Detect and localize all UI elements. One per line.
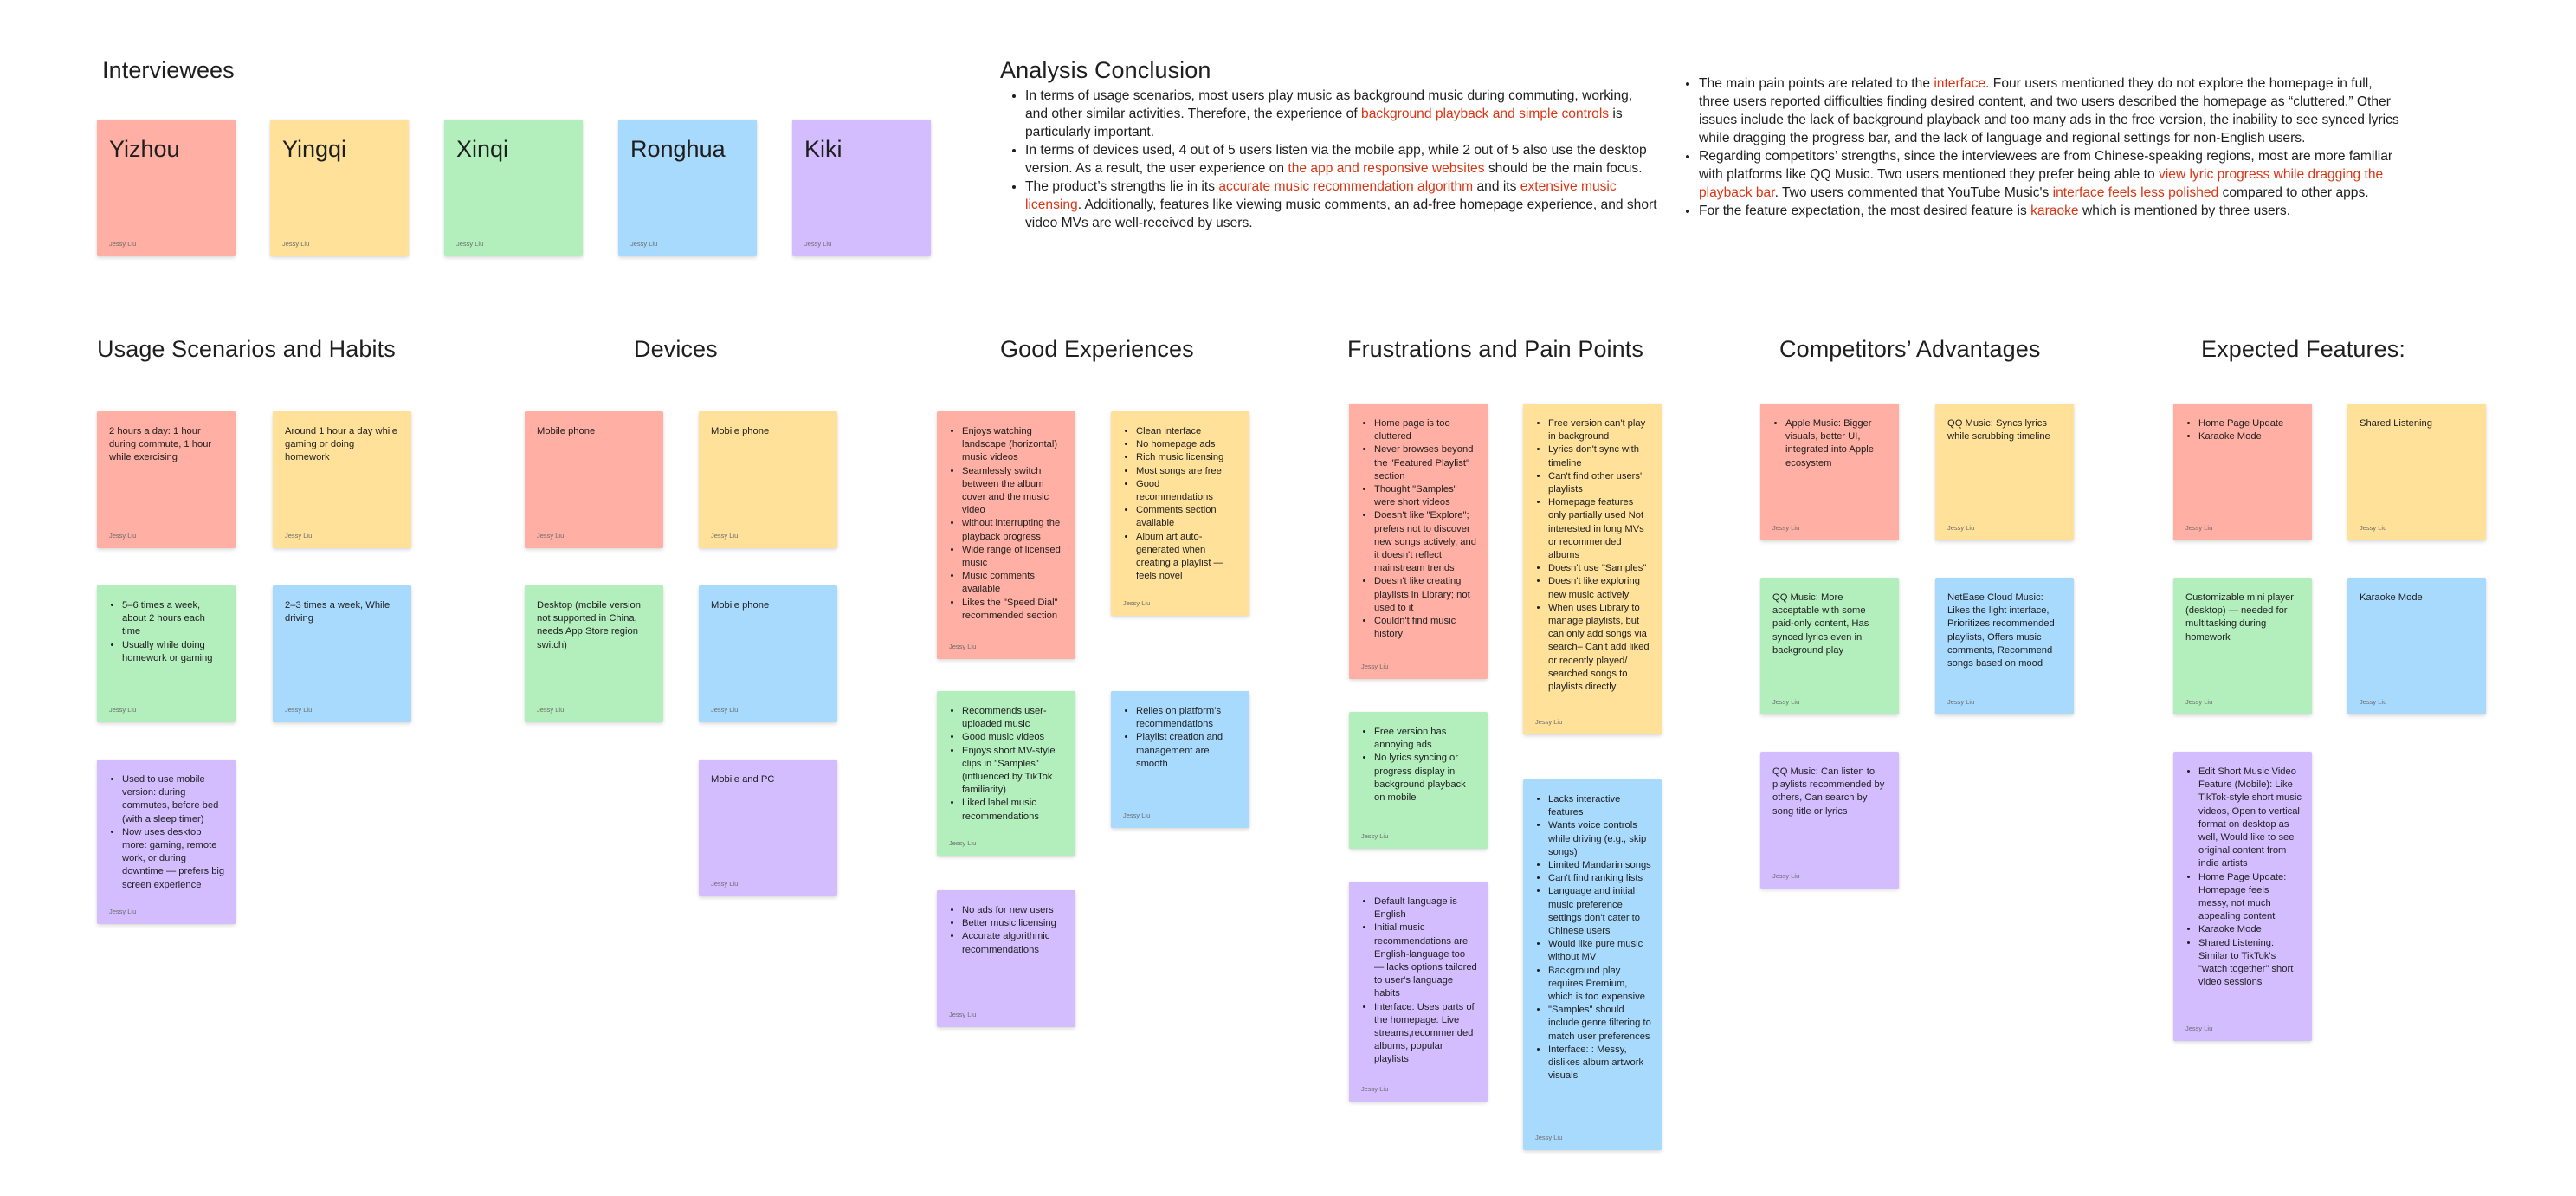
note-bullet: • Default language is English [1374,895,1477,921]
sticky-note[interactable] [273,585,411,722]
note-bullet: • without interrupting the playback progress [962,517,1065,543]
note-bullets [109,773,225,892]
analysis-text: . Additionally, features like viewing music comments, an ad-free homepage experience, and short video MVs are well-received by users. [1025,197,1657,230]
sticky-note[interactable] [1523,404,1662,734]
note-bullet: • Now uses desktop more: gaming, remote work, or during downtime — prefers big screen experience [122,826,225,892]
note-author: Jessy Liu [1361,832,1389,840]
note-author: Jessy Liu [1123,599,1151,607]
note-bullet: • Would like pure music without MV [1548,938,1651,964]
note-bullets [1361,895,1477,1067]
note-bullet: • Playlist creation and management are smooth [1136,731,1239,771]
note-bullet: • Apple Music: Bigger visuals, better UI, integrated into Apple ecosystem [1785,417,1888,470]
note-text: 2–3 times a week, While driving [285,600,391,624]
sticky-note[interactable] [2173,578,2312,714]
note-bullet: • Likes the "Speed Dial" recommended section [962,597,1065,623]
note-text: 2 hours a day: 1 hour during commute, 1 hour while exercising [109,426,212,463]
analysis-list [1678,74,2405,220]
sticky-note[interactable] [1523,779,1662,1150]
note-bullet: • Used to use mobile version: during commutes, before bed (with a sleep timer) [122,773,225,826]
sticky-note[interactable] [1349,404,1488,679]
note-author: Jessy Liu [1947,524,1975,532]
sticky-note[interactable] [2347,578,2486,714]
analysis-bullet [1699,202,2405,220]
sticky-note[interactable] [1349,712,1488,849]
sticky-note-interviewee[interactable] [270,120,409,256]
note-bullet: • Can't find other users' playlists [1548,470,1651,496]
note-author: Jessy Liu [109,240,137,248]
note-bullet: • Album art auto-generated when creating a playlist — feels novel [1136,531,1239,584]
note-bullets [949,904,1065,957]
note-text: Desktop (mobile version not supported in China, needs App Store region switch) [537,600,642,650]
note-author: Jessy Liu [711,532,739,540]
note-author: Jessy Liu [2360,698,2387,706]
note-bullet: • Limited Mandarin songs [1548,859,1651,872]
note-author: Jessy Liu [537,532,565,540]
sticky-note[interactable] [97,411,236,548]
highlight-text: background playback and simple controls [1361,107,1610,121]
note-bullet: • Better music licensing [962,917,1065,930]
highlight-text: accurate music recommendation algorithm [1218,179,1474,194]
note-bullets [1361,726,1477,805]
note-bullet: • Home Page Update [2198,417,2302,430]
analysis-bullet [1025,178,1658,232]
sticky-note[interactable] [273,411,411,548]
note-author: Jessy Liu [1772,524,1800,532]
sticky-note[interactable] [937,691,1075,856]
sticky-note[interactable] [2173,752,2312,1041]
sticky-note[interactable] [97,585,236,722]
note-bullet: • No ads for new users [962,904,1065,917]
section-title-devices: Devices [634,336,718,362]
note-bullets [1535,793,1651,1083]
note-author: Jessy Liu [804,240,832,248]
analysis-list [1004,87,1658,232]
note-text: NetEase Cloud Music: Likes the light interface, Prioritizes recommended playlists, Offers music comments, Recommend songs based on mood [1947,592,2055,669]
note-bullet: • Never browses beyond the "Featured Playlist" section [1374,443,1477,483]
note-bullet: • Recommends user-uploaded music [962,705,1065,731]
note-bullet: • Wants voice controls while driving (e.g., skip songs) [1548,819,1651,859]
note-bullet: • Thought "Samples" were short videos [1374,483,1477,509]
interviewee-name: Kiki [804,136,843,162]
note-bullet: • 5–6 times a week, about 2 hours each time [122,599,225,639]
note-author: Jessy Liu [109,532,137,540]
note-author: Jessy Liu [1535,718,1563,726]
note-bullet: • Accurate algorithmic recommendations [962,930,1065,956]
note-author: Jessy Liu [1772,872,1800,880]
note-author: Jessy Liu [1123,811,1151,819]
analysis-bullet [1699,147,2405,202]
note-text: QQ Music: Can listen to playlists recommended by others, Can search by song title or lyrics [1772,766,1885,817]
note-author: Jessy Liu [711,706,739,714]
sticky-note[interactable] [1935,404,2074,540]
analysis-text: For the feature expectation, the most desired feature is [1699,204,2031,218]
note-bullet: • Lyrics don't sync with timeline [1548,443,1651,469]
interviewee-name: Yingqi [282,136,347,162]
note-bullet: • Shared Listening: Similar to TikTok's "watch together" short video sessions [2198,937,2302,990]
note-bullet: • Music comments available [962,570,1065,596]
note-author: Jessy Liu [630,240,658,248]
note-author: Jessy Liu [2185,1025,2213,1032]
sticky-note[interactable] [699,760,837,896]
sticky-note[interactable] [1760,752,1899,889]
analysis-right [1678,74,2405,220]
note-bullet: • No lyrics syncing or progress display in background playback on mobile [1374,752,1477,805]
sticky-note[interactable] [525,585,663,722]
analysis-text: . Two users commented that YouTube Music's [1774,185,2053,200]
note-bullet: • Doesn't like "Explore"; prefers not to discover new songs actively, and it doesn't reflect mainstream trends [1374,509,1477,575]
note-bullet: • When uses Library to manage playlists, but can only add songs via search– Can't add liked or recently played/ searched songs to playlists directly [1548,602,1651,694]
note-bullets [949,425,1065,623]
note-bullets [2185,766,2302,989]
analysis-text: The main pain points are related to the [1699,76,1934,91]
note-bullet: • Seamlessly switch between the album cover and the music video [962,465,1065,518]
note-bullets [2185,417,2302,443]
note-bullet: • Doesn't like creating playlists in Library; not used to it [1374,575,1477,615]
sticky-note-interviewee[interactable] [618,120,757,256]
highlight-text: extensive music licensing [1025,179,1617,212]
analysis-bullet [1699,74,2405,147]
highlight-text: interface feels less polished [2052,185,2219,200]
note-author: Jessy Liu [1535,1134,1563,1141]
interviewee-name: Yizhou [109,136,180,162]
note-text: Shared Listening [2360,418,2432,429]
sticky-note[interactable] [937,411,1075,659]
section-title-expected: Expected Features: [2201,336,2405,362]
note-author: Jessy Liu [2185,524,2213,532]
sticky-note[interactable] [525,411,663,548]
section-title-frustrations: Frustrations and Pain Points [1347,336,1643,362]
sticky-note[interactable] [1111,411,1249,616]
sticky-note[interactable] [97,760,236,924]
note-text: Customizable mini player (desktop) — needed for multitasking during homework [2185,592,2294,643]
note-text: QQ Music: Syncs lyrics while scrubbing timeline [1947,418,2050,443]
note-bullet: • Liked label music recommendations [962,797,1065,823]
interviewee-name: Xinqi [456,136,509,162]
note-bullet: • Edit Short Music Video Feature (Mobile): Like TikTok-style short music videos, Open to vertical format on desktop as well, Would like to see original content from indie artists [2198,766,2302,871]
section-title-usage: Usage Scenarios and Habits [97,336,396,362]
note-bullet: • Interface: : Messy, dislikes album artwork visuals [1548,1044,1651,1083]
analysis-text: which is mentioned by three users. [2078,204,2291,218]
sticky-note[interactable] [1111,691,1249,828]
analysis-text: The product’s strengths lie in its [1025,179,1219,194]
analysis-text: is particularly important. [1025,107,1623,139]
note-author: Jessy Liu [282,240,310,248]
note-text: QQ Music: More acceptable with some paid-only content, Has synced lyrics even in background play [1772,592,1869,656]
sticky-note-interviewee[interactable] [792,120,931,256]
sticky-note[interactable] [1935,578,2074,714]
note-bullet: • "Samples" should include genre filtering to match user preferences [1548,1004,1651,1044]
analysis-text: In terms of devices used, 4 out of 5 users listen via the mobile app, while 2 out of 5 also use the desktop version. As a result, the user experience on [1025,143,1647,176]
sticky-note[interactable] [2347,404,2486,540]
note-bullets [1123,425,1239,583]
note-bullet: • Enjoys watching landscape (horizontal) music videos [962,425,1065,465]
note-bullet: • Free version has annoying ads [1374,726,1477,752]
note-bullets [1361,417,1477,641]
note-bullet: • Relies on platform’s recommendations [1136,705,1239,731]
analysis-text: Regarding competitors’ strengths, since the interviewees are from Chinese-speaking regions, most are more familiar with platforms like QQ Music. Two users mentioned they prefer being able to [1699,149,2393,182]
analysis-bullet [1025,87,1658,141]
note-bullet: • Enjoys short MV-style clips in "Samples" (influenced by TikTok familiarity) [962,745,1065,798]
note-bullet: • Interface: Uses parts of the homepage: Live streams,recommended albums, popular playlists [1374,1001,1477,1067]
note-text: Karaoke Mode [2360,592,2423,603]
note-author: Jessy Liu [285,532,313,540]
note-bullet: • Doesn't use "Samples" [1548,562,1651,575]
note-author: Jessy Liu [456,240,484,248]
section-title-competitors: Competitors’ Advantages [1779,336,2041,362]
note-bullet: • Karaoke Mode [2198,430,2302,443]
note-bullets [109,599,225,665]
note-author: Jessy Liu [949,643,977,650]
note-bullet: • Usually while doing homework or gaming [122,639,225,665]
note-author: Jessy Liu [109,706,137,714]
note-author: Jessy Liu [109,908,137,915]
analysis-text: In terms of usage scenarios, most users play music as background music during commuting, working, and other similar activities. Therefore, the experience of [1025,88,1633,121]
note-bullets [1772,417,1888,470]
sticky-note[interactable] [1760,404,1899,540]
analysis-text: compared to other apps. [2218,185,2369,200]
analysis-text: . Four users mentioned they do not explore the homepage in full, three users reported difficulties finding desired content, and two users described the homepage as “cluttered.” Other issues include the lack of background playback and too many ads in the free version, the inability to see synced lyrics while dragging the progress bar, and the lack of language and regional settings for non-English users. [1699,76,2399,145]
note-bullet: • Wide range of licensed music [962,544,1065,570]
note-bullet: • Lacks interactive features [1548,793,1651,819]
section-title-interviewees: Interviewees [102,57,235,83]
note-author: Jessy Liu [1361,1085,1389,1093]
note-bullet: • Clean interface [1136,425,1239,438]
note-bullets [1123,705,1239,771]
sticky-note-interviewee[interactable] [97,120,236,256]
note-text: Around 1 hour a day while gaming or doing homework [285,426,397,463]
note-bullet: • Background play requires Premium, which is too expensive [1548,965,1651,1005]
sticky-note[interactable] [937,890,1075,1027]
note-author: Jessy Liu [537,706,565,714]
section-title-analysis: Analysis Conclusion [1000,57,1211,83]
note-text: Mobile phone [537,426,596,436]
highlight-text: the app and responsive websites [1288,161,1485,176]
note-text: Mobile and PC [711,774,775,785]
note-author: Jessy Liu [949,839,977,847]
note-bullet: • Couldn't find music history [1374,615,1477,641]
note-bullet: • Most songs are free [1136,465,1239,478]
note-author: Jessy Liu [949,1011,977,1018]
sticky-note[interactable] [1760,578,1899,714]
note-author: Jessy Liu [1772,698,1800,706]
note-bullet: • Initial music recommendations are English-language too — lacks options tailored to user's language habits [1374,921,1477,1000]
note-bullet: • No homepage ads [1136,438,1239,451]
note-author: Jessy Liu [2185,698,2213,706]
interviewee-name: Ronghua [630,136,726,162]
note-author: Jessy Liu [285,706,313,714]
analysis-text: should be the main focus. [1484,161,1643,176]
sticky-note[interactable] [699,411,837,548]
note-bullet: • Rich music licensing [1136,451,1239,464]
note-bullets [1535,417,1651,694]
note-text: Mobile phone [711,600,770,611]
note-bullet: • Free version can't play in background [1548,417,1651,443]
analysis-left [1004,87,1658,232]
sticky-note[interactable] [1349,882,1488,1102]
note-bullet: • Home Page Update: Homepage feels messy, not much appealing content [2198,871,2302,924]
note-author: Jessy Liu [1361,663,1389,670]
highlight-text: interface [1934,76,1986,91]
analysis-bullet [1025,141,1658,178]
note-author: Jessy Liu [2360,524,2387,532]
note-bullet: • Homepage features only partially used Not interested in long MVs or recommended albums [1548,496,1651,562]
note-author: Jessy Liu [1947,698,1975,706]
analysis-text: and its [1473,179,1520,194]
highlight-text: karaoke [2030,204,2079,218]
sticky-note[interactable] [699,585,837,722]
note-bullet: • Good music videos [962,731,1065,744]
note-bullet: • Comments section available [1136,504,1239,530]
sticky-note-interviewee[interactable] [444,120,583,256]
note-bullet: • Karaoke Mode [2198,923,2302,936]
note-text: Mobile phone [711,426,770,436]
note-author: Jessy Liu [711,880,739,888]
note-bullets [949,705,1065,824]
note-bullet: • Doesn't like exploring new music actively [1548,575,1651,601]
sticky-note[interactable] [2173,404,2312,540]
note-bullet: • Good recommendations [1136,478,1239,504]
note-bullet: • Language and initial music preference settings don't cater to Chinese users [1548,885,1651,938]
section-title-good: Good Experiences [1000,336,1194,362]
note-bullet: • Can't find ranking lists [1548,872,1651,885]
note-bullet: • Home page is too cluttered [1374,417,1477,443]
highlight-text: view lyric progress while dragging the playback bar [1699,167,2384,200]
